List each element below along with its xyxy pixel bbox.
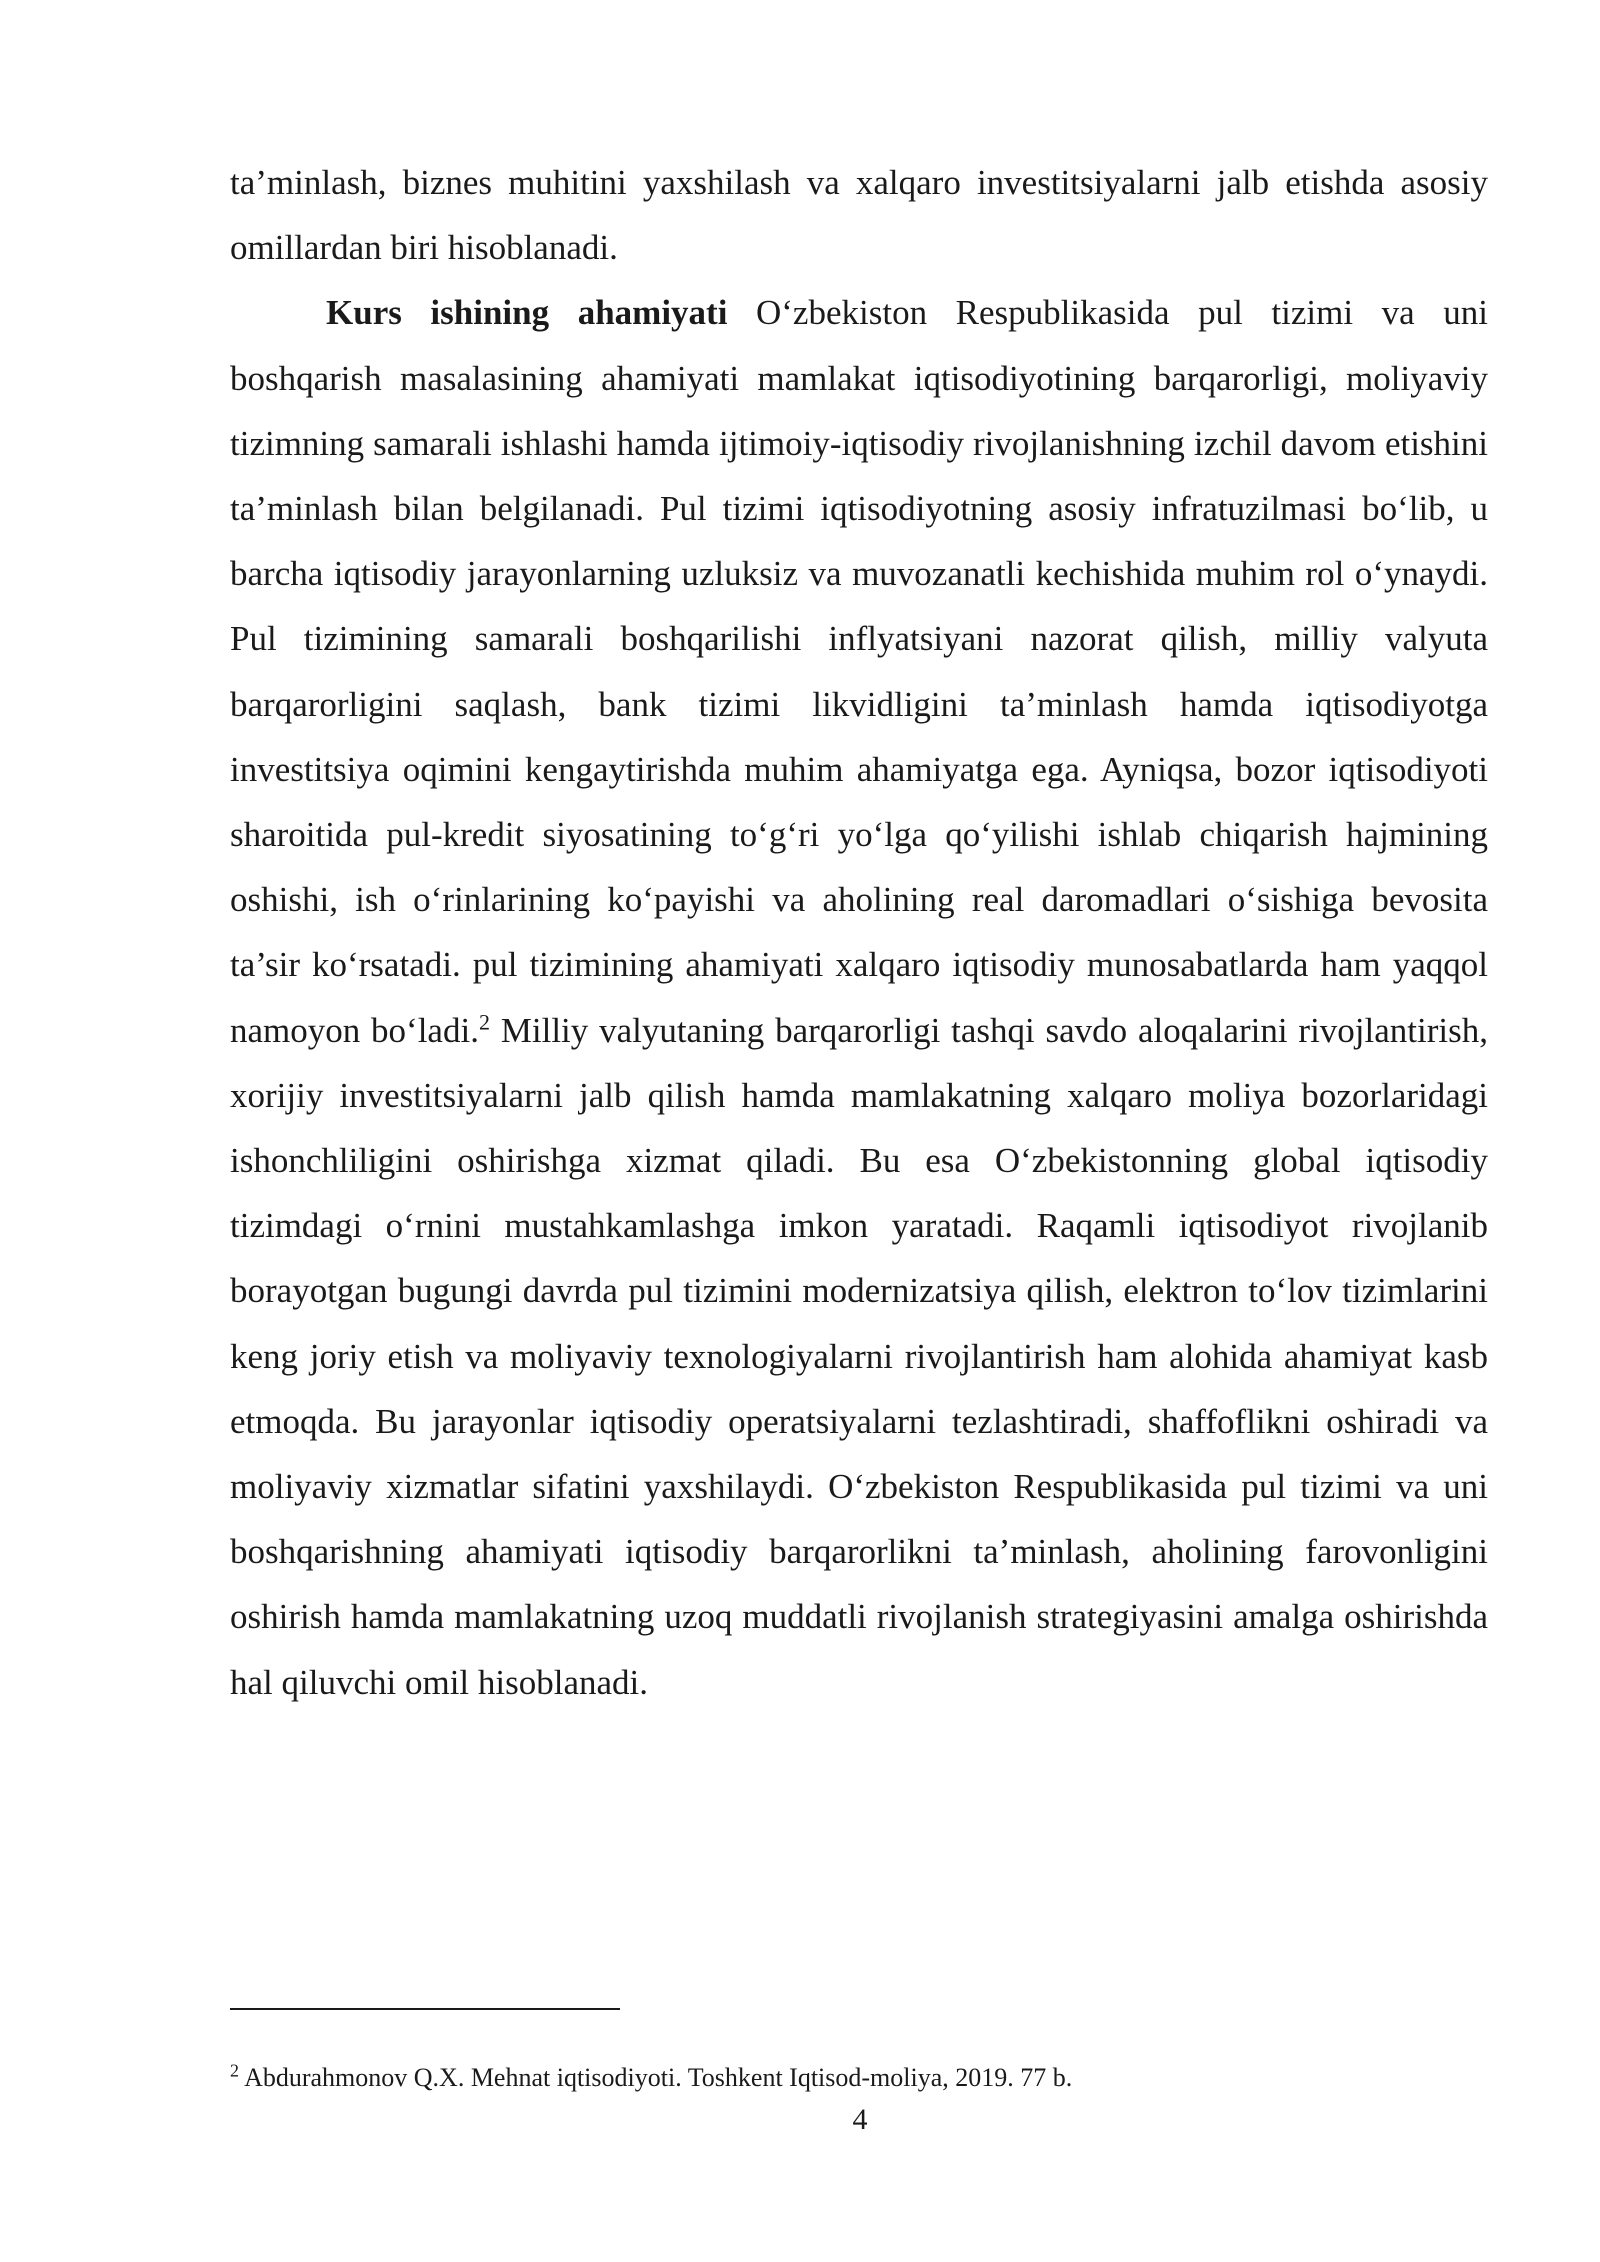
footnote-separator (230, 2008, 620, 2010)
footnote-reference[interactable]: 2 (478, 1008, 490, 1034)
paragraph-significance (230, 280, 1488, 1714)
page-number: 4 (852, 2103, 868, 2136)
footnote (230, 2062, 1488, 2094)
footnote-number: 2 (230, 2060, 239, 2081)
paragraph-text: ta’minlash, biznes muhitini yaxshilash va xalqaro investitsiyalarni jalb etishda asosiy omillardan biri hisoblanadi. (230, 163, 1488, 268)
paragraph-text: Milliy valyutaning barqarorligi tashqi savdo aloqalarini rivojlantirish, xorijiy investitsiyalarni jalb qilish hamda mamlakatning xalqaro moliya bozorlaridagi ishonchliligini oshirishga xizmat qiladi. Bu esa O‘zbekistonning global iqtisodiy tizimdagi o‘rnini mustahkamlashga imkon yaratadi. Raqamli iqtisodiyot rivojlanib borayotgan bugungi davrda pul tizimini modernizatsiya qilish, elektron to‘lov tizimlarini keng joriy etish va moliyaviy texnologiyalarni rivojlantirish ham alohida ahamiyat kasb etmoqda. Bu jarayonlar iqtisodiy operatsiyalarni tezlashtiradi, shaffoflikni oshiradi va moliyaviy xizmatlar sifatini yaxshilaydi. O‘zbekiston Respublikasida pul tizimi va uni boshqarishning ahamiyati iqtisodiy barqarorlikni ta’minlash, aholining farovonligini oshirish hamda mamlakatning uzoq muddatli rivojlanish strategiyasini amalga oshirishda hal qiluvchi omil hisoblanadi. (230, 1010, 1488, 1702)
body-text (230, 150, 1488, 1715)
paragraph-continuation (230, 150, 1488, 280)
paragraph-heading: Kurs ishining ahamiyati (326, 293, 728, 333)
paragraph-text: O‘zbekiston Respublikasida pul tizimi va uni boshqarish masalasining ahamiyati mamlakat iqtisodiyotining barqarorligi, moliyaviy tizimning samarali ishlashi hamda ijtimoiy-iqtisodiy rivojlanishning izchil davom etishini ta’minlash bilan belgilanadi. Pul tizimi iqtisodiyotning asosiy infratuzilmasi bo‘lib, u barcha iqtisodiy jarayonlarning uzluksiz va muvozanatli kechishida muhim rol o‘ynaydi. Pul tizimining samarali boshqarilishi inflyatsiyani nazorat qilish, milliy valyuta barqarorligini saqlash, bank tizimi likvidligini ta’minlash hamda iqtisodiyotga investitsiya oqimini kengaytirishda muhim ahamiyatga ega. Ayniqsa, bozor iqtisodiyoti sharoitida pul-kredit siyosatining to‘g‘ri yo‘lga qo‘yilishi ishlab chiqarish hajmining oshishi, ish o‘rinlarining ko‘payishi va aholining real daromadlari o‘sishiga bevosita ta’sir ko‘rsatadi. pul tizimining ahamiyati xalqaro iqtisodiy munosabatlarda ham yaqqol namoyon bo‘ladi. (230, 293, 1488, 1050)
footnote-text: Abdurahmonov Q.X. Mehnat iqtisodiyoti. Toshkent Iqtisod-moliya, 2019. 77 b. (239, 2063, 1073, 2092)
